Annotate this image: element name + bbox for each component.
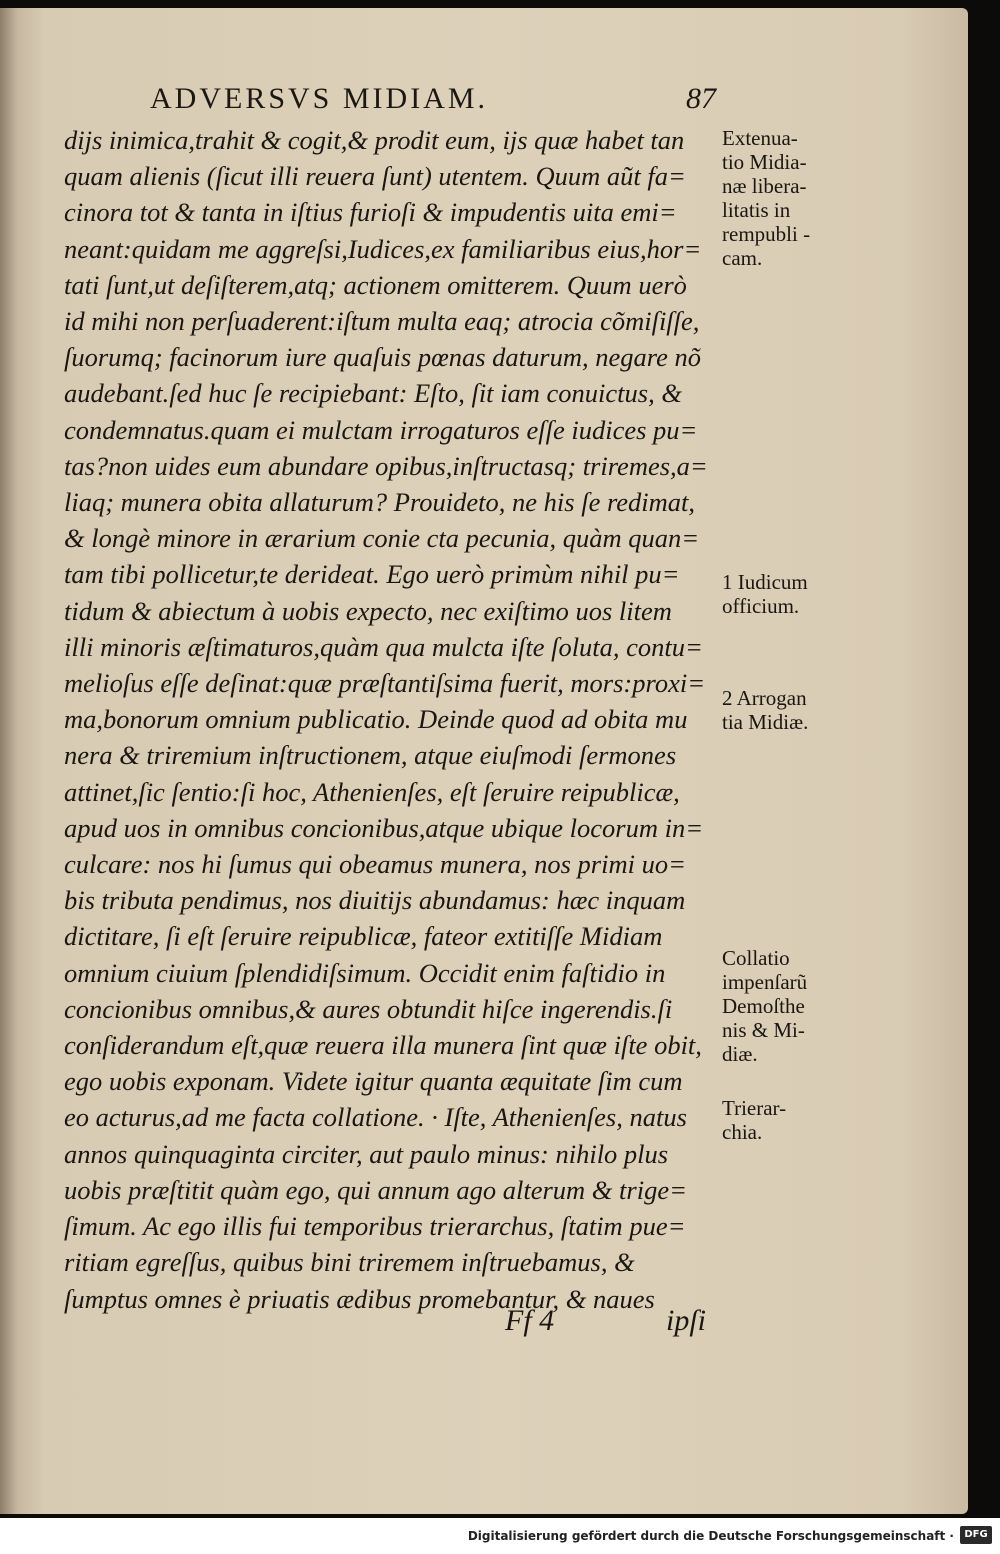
- signature-mark: Ff 4: [505, 1304, 555, 1337]
- text-line: dijs inimica,trahit & cogit,& prodit eum, ijs quæ habet tan: [64, 125, 685, 155]
- text-line: tas?non uides eum abundare opibus,inſtructasq; triremes,a=: [64, 450, 708, 481]
- running-title: ADVERSVS MIDIAM.: [150, 82, 489, 115]
- text-line: omnium ciuium ſplendidiſsimum. Occidit enim faſtidio in: [64, 957, 666, 988]
- text-line: audebant.ſed huc ſe recipiebant: Eſto, ſit iam conuictus, &: [64, 378, 682, 409]
- text-line: cinora tot & tanta in iſtius furioſi & impudentis uita emi=: [64, 197, 677, 228]
- note-line: Trierar-: [722, 1096, 787, 1120]
- text-line: ego uobis exponam. Videte igitur quanta æquitate ſim cum: [64, 1066, 683, 1097]
- note-line: rempubli -: [722, 222, 811, 246]
- text-line: nera & triremium inſtructionem, atque eiuſmodi ſermones: [64, 740, 677, 771]
- text-line: & longè minore in ærarium conie cta pecunia, quàm quan=: [64, 523, 700, 554]
- margin-note-trierarchia: [722, 1096, 786, 1144]
- note-line: Extenua-: [722, 126, 798, 150]
- note-line: 2 Arrogan: [722, 686, 807, 710]
- text-line: condemnatus.quam ei mulctam irrogaturos eſſe iudices pu=: [64, 414, 698, 445]
- dfg-logo-icon: DFG: [960, 1526, 992, 1544]
- margin-note-extenuatio: [722, 126, 810, 270]
- text-line: annos quinquaginta circiter, aut paulo minus: nihilo plus: [64, 1138, 669, 1169]
- text-line: tati ſunt,ut deſiſterem,atq; actionem omitterem. Quum uerò: [64, 269, 687, 300]
- text-line: liaq; munera obita allaturum? Prouideto, ne his ſe redimat,: [64, 487, 696, 518]
- text-line: melioſus eſſe deſinat:quæ præſtantiſsima fuerit, mors:proxi=: [64, 668, 706, 699]
- text-line: uobis præſtitit quàm ego, qui annum ago alterum & trige=: [64, 1174, 687, 1205]
- text-line: eo acturus,ad me facta collatione. · Iſte, Athenienſes, natus: [64, 1102, 687, 1133]
- note-line: litatis in: [722, 198, 791, 222]
- note-line: officium.: [722, 594, 800, 618]
- text-line: quam alienis (ſicut illi reuera ſunt) utentem. Quum aũt fa=: [64, 161, 686, 192]
- text-line: ma,bonorum omnium publicatio. Deinde quod ad obita mu: [64, 704, 688, 735]
- text-line: culcare: nos hi ſumus qui obeamus munera, nos primi uo=: [64, 849, 686, 880]
- note-line: chia.: [722, 1120, 763, 1144]
- note-line: diæ.: [722, 1042, 758, 1066]
- note-line: cam.: [722, 246, 763, 270]
- margin-note-collatio: [722, 946, 807, 1066]
- text-line: ritiam egreſſus, quibus bini triremem inſtruebamus, &: [64, 1247, 635, 1278]
- text-line: tidum & abiectum à uobis expecto, nec exiſtimo uos litem: [64, 595, 672, 626]
- text-line: neant:quidam me aggreſsi,Iudices,ex familiaribus eius,hor=: [64, 233, 702, 264]
- note-line: 1 Iudicum: [722, 570, 808, 594]
- note-line: nis & Mi-: [722, 1018, 805, 1042]
- margin-note-arrogantia: [722, 686, 808, 734]
- text-line: attinet,ſic ſentio:ſi hoc, Athenienſes, eſt ſeruire reipublicæ,: [64, 776, 680, 807]
- text-line: ſumptus omnes è priuatis ædibus promebantur, & naues: [64, 1283, 655, 1314]
- footer-bar: [0, 1518, 1000, 1554]
- text-line: tam tibi pollicetur,te derideat. Ego uerò primùm nihil pu=: [64, 559, 680, 590]
- text-line: bis tributa pendimus, nos diuitijs abundamus: hæc inquam: [64, 885, 686, 916]
- text-line: apud uos in omnibus concionibus,atque ubique locorum in=: [64, 812, 704, 843]
- note-line: næ libera-: [722, 174, 807, 198]
- text-line: dictitare, ſi eſt ſeruire reipublicæ, fateor extitiſſe Midiam: [64, 921, 663, 952]
- text-line: concionibus omnibus,& aures obtundit hiſce ingerendis.ſi: [64, 993, 673, 1024]
- note-line: tia Midiæ.: [722, 710, 809, 734]
- note-line: Demoſthe: [722, 994, 805, 1018]
- footer-credit: Digitalisierung gefördert durch die Deutsche Forschungsgemeinschaft ·: [467, 1529, 954, 1543]
- text-line: illi minoris æſtimaturos,quàm qua mulcta iſte ſoluta, contu=: [64, 631, 703, 662]
- note-line: tio Midia-: [722, 150, 807, 174]
- margin-note-iudicum: [722, 570, 808, 618]
- page-number: 87: [686, 82, 716, 115]
- catchword: ipſi: [666, 1304, 707, 1337]
- note-line: Collatio: [722, 946, 790, 970]
- text-line: ſimum. Ac ego illis fui temporibus trierarchus, ſtatim pue=: [64, 1211, 686, 1242]
- main-text-block: [64, 122, 714, 1317]
- text-line: id mihi non perſuaderent:iſtum multa eaq; atrocia cõmiſiſſe,: [64, 306, 700, 337]
- note-line: impenſarũ: [722, 970, 808, 994]
- text-line: ſuorumq; facinorum iure quaſuis pœnas daturum, negare nõ: [64, 342, 701, 373]
- text-line: conſiderandum eſt,quæ reuera illa munera ſint quæ iſte obit,: [64, 1030, 702, 1061]
